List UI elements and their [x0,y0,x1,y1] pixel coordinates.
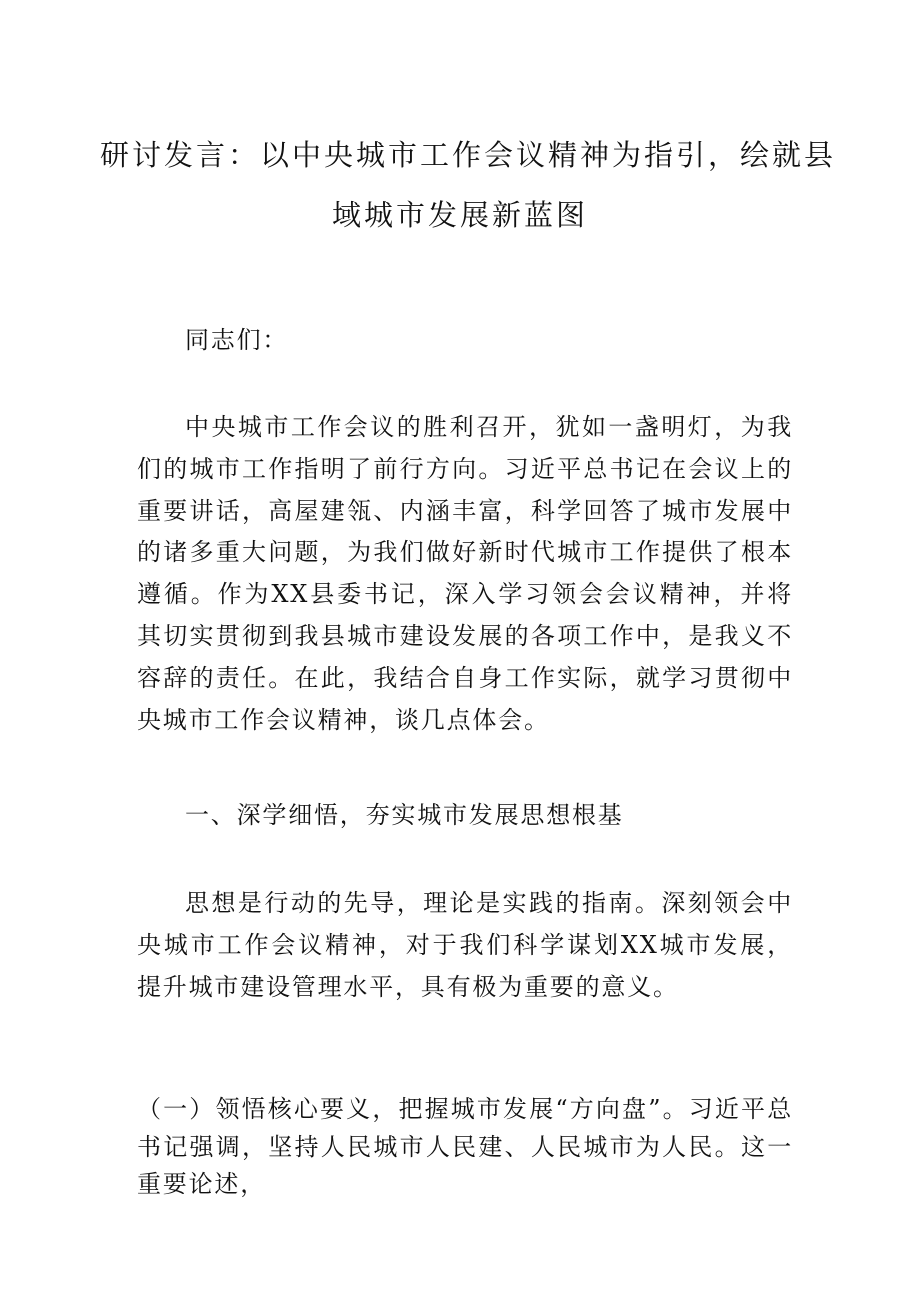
section-heading-1: 一、深学细悟，夯实城市发展思想根基 [185,801,624,829]
paragraph-subsection-1: （一）领悟核心要义，把握城市发展“方向盘”。习近平总书记强调，坚持人民城市人民建、人民城市为人民。这一重要论述， [137,1095,793,1198]
document-title-line-1: 研讨发言：以中央城市工作会议精神为指引，绘就县 [100,138,837,172]
salutation: 同志们： [185,326,289,354]
paragraph-section-1: 思想是行动的先导，理论是实践的指南。深刻领会中央城市工作会议精神，对于我们科学谋划XX城市发展，提升城市建设管理水平，具有极为重要的意义。 [137,889,793,1001]
paragraph-intro: 中央城市工作会议的胜利召开，犹如一盏明灯，为我们的城市工作指明了前行方向。习近平总书记在会议上的重要讲话，高屋建瓴、内涵丰富，科学回答了城市发展中的诸多重大问题，为我们做好新时代城市工作提供了根本遵循。作为XX县委书记，深入学习领会会议精神，并将其切实贯彻到我县城市建设发展的各项工作中，是我义不容辞的责任。在此，我结合自身工作实际，就学习贯彻中央城市工作会议精神，谈几点体会。 [137,413,793,734]
document-title-line-2: 域城市发展新蓝图 [331,198,588,232]
